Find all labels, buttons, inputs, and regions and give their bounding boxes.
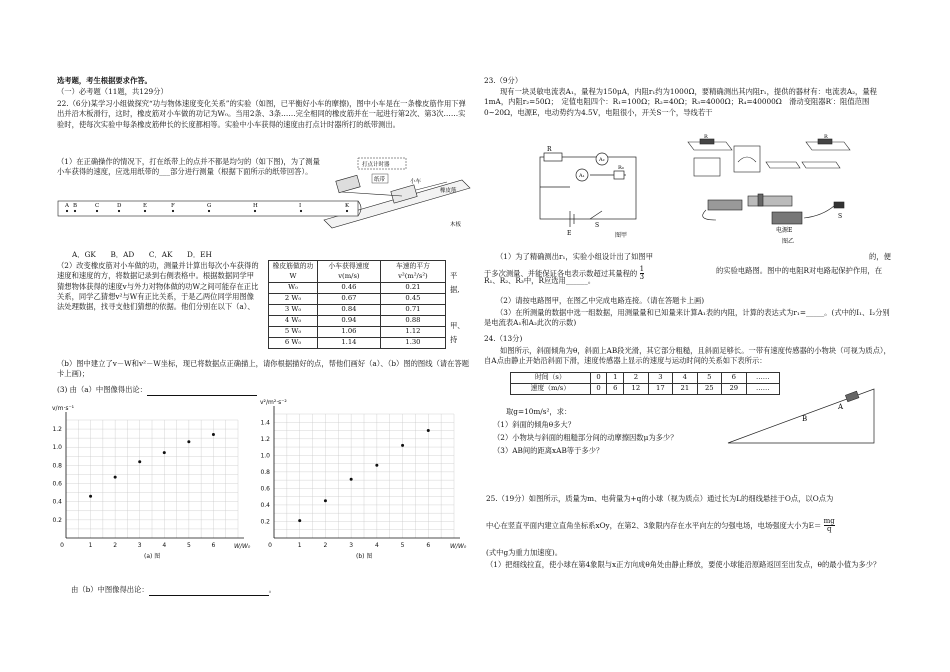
label-R-b1: R bbox=[704, 134, 708, 140]
data-point bbox=[324, 499, 327, 502]
q24-cell: 0 bbox=[590, 373, 607, 384]
x-tick-label: 5 bbox=[400, 542, 405, 549]
conclusion-a-label: (3) 由（a）中图像得出论： bbox=[57, 385, 147, 394]
q22-cutoff-3: 甲、 bbox=[450, 321, 465, 330]
q24-part2: （2）小物块与斜面的粗糙部分间的动摩擦因数μ为多少？ bbox=[493, 433, 678, 442]
y-tick-label: 0.8 bbox=[52, 462, 62, 470]
label-A2: A₂ bbox=[599, 157, 605, 163]
q24-cell: 6 bbox=[722, 373, 746, 384]
table-cell: 0.71 bbox=[380, 305, 445, 316]
table-cell: 1.14 bbox=[317, 338, 380, 349]
table-cell: 0.45 bbox=[380, 294, 445, 305]
label-R: R bbox=[547, 146, 552, 153]
q25-intro-b-text: 中心在竖直平面内建立直角坐标系xOy，在第2、3象限内存在水平向左的匀强电场，电场强度大小为E＝ bbox=[486, 520, 822, 530]
x-tick-label: 6 bbox=[426, 542, 431, 549]
data-point bbox=[298, 519, 301, 522]
data-point bbox=[138, 460, 141, 463]
x-tick-label: 1 bbox=[297, 542, 302, 549]
y-tick-label: 0.4 bbox=[260, 501, 270, 509]
x-tick-label: 2 bbox=[113, 542, 118, 549]
table-cell: W₀ bbox=[269, 283, 318, 294]
y-tick-label: 0.8 bbox=[260, 468, 270, 476]
q24-cell: 2 bbox=[624, 373, 648, 384]
label-R-b2: R bbox=[824, 134, 828, 140]
q23-part2: （2）请按电路图甲，在图乙中完成电路连接。（请在答题卡上画) bbox=[496, 296, 705, 305]
label-timer: 打点计时器 bbox=[362, 162, 390, 168]
incline-diagram bbox=[722, 385, 882, 447]
q25-intro-c: (式中g为重力加速度)。 bbox=[486, 548, 563, 557]
fraction-numerator: 1 bbox=[639, 265, 645, 273]
conclusion-b-blank[interactable] bbox=[149, 585, 269, 596]
q22-cutoff-1: 平 bbox=[450, 271, 458, 280]
q24-part1: （1）斜面的倾角θ多大？ bbox=[493, 420, 576, 429]
q24-cell: 时间（s） bbox=[511, 373, 591, 384]
q25-intro-a: 25.（19分）如图所示，质量为m、电荷量为+q的小球（视为质点）通过长为L的细线悬挂于O点，以O点为 bbox=[486, 494, 834, 503]
tape-point-label: I bbox=[299, 203, 302, 209]
q23-part1-b: 的，便 bbox=[869, 252, 891, 261]
tape-dot bbox=[74, 210, 76, 212]
data-point bbox=[350, 478, 353, 481]
q22-intro: 22.（6分)某学习小组做探究“功与物体速度变化关系”的实验（如图，已平衡好小车的摩擦)，图中小车是在一条橡皮筋作用下弹出并沿木板滑行，这时，橡皮筋对小车做的功记为W₀。当用2条、3条……完全相同的橡皮筋并在一起进行第2次、第3次……实验时，使每次实验中每条橡皮筋伸长的长度都相等。实验中小车获得的速度由打点计时器所打的纸带测出。 bbox=[57, 99, 466, 129]
label-E: E bbox=[567, 230, 572, 237]
tape-dot bbox=[254, 210, 256, 212]
q22-part1: （1）在正确操作的情况下，打在纸带上的点并不都是均匀的（如下图)，为了测量小车获得的速度，应选用纸带的___部分进行测量（根据下面所示的纸带回答）。 bbox=[57, 157, 320, 177]
label-tape: 纸带 bbox=[374, 177, 386, 183]
tape-dot bbox=[96, 210, 98, 212]
label-source: 电源E bbox=[776, 227, 793, 234]
label-B: B bbox=[802, 415, 808, 423]
y-tick-label: 1.2 bbox=[52, 426, 62, 434]
tape-dot bbox=[66, 210, 68, 212]
data-point bbox=[163, 451, 166, 454]
tape-point-label: K bbox=[345, 203, 350, 209]
fraction-denominator: 3 bbox=[639, 273, 645, 282]
section-subheading: （一）必考题（11题，共129分） bbox=[57, 87, 168, 96]
y-tick-label: 1.0 bbox=[52, 444, 62, 452]
q24-cell: 6 bbox=[607, 384, 624, 395]
tape-point-label: G bbox=[207, 203, 212, 209]
table-cell: 5 W₀ bbox=[269, 327, 318, 338]
label-S: S bbox=[595, 222, 600, 229]
caption-fig-b: 图乙 bbox=[782, 238, 795, 245]
q24-cell: 17 bbox=[648, 384, 672, 395]
table-header: 小车获得速度v(m/s) bbox=[317, 261, 380, 283]
y-tick-label: 0.6 bbox=[52, 480, 62, 488]
q22-cutoff-4: 持 bbox=[450, 335, 458, 344]
table-cell: 0.84 bbox=[317, 305, 380, 316]
table-header: 车速的平方v²(m²/s²) bbox=[380, 261, 445, 283]
formula-numerator: mg bbox=[823, 517, 835, 525]
label-cart: 小车 bbox=[410, 179, 422, 185]
table-cell: 1.06 bbox=[317, 327, 380, 338]
q24-cell: 25 bbox=[697, 384, 721, 395]
table-cell: 0.46 bbox=[317, 283, 380, 294]
y-tick-label: 1.2 bbox=[260, 435, 270, 443]
q24-cell: 速度（m/s） bbox=[511, 384, 591, 395]
conclusion-b-label: 由（b）中图像得出论： bbox=[71, 585, 149, 594]
chart-caption: (b) 图 bbox=[356, 553, 373, 560]
tape-point-label: A bbox=[65, 203, 69, 209]
table-cell: 0.88 bbox=[380, 316, 445, 327]
tape-point-label: E bbox=[143, 203, 148, 209]
y-tick-label: 0.6 bbox=[260, 485, 270, 493]
x-axis-label: W/W₀ bbox=[234, 543, 251, 550]
q24-cell: 21 bbox=[673, 384, 697, 395]
q23-part1-d: 的实验电路图。图中的电阻R对电路起保护作用，在R₁、R₂、R₃中，R应选用______。 bbox=[484, 266, 883, 286]
label-A1: A₁ bbox=[579, 173, 585, 179]
y-axis-label: v²/m²·s⁻² bbox=[260, 399, 287, 406]
q24-intro: 如图所示，斜面倾角为θ，斜面上AB段光滑，其它部分粗糙，且斜面足够长。一带有速度传感器的小物块（可视为质点），自A点由静止开始沿斜面下滑，速度传感器上显示的速度与运动时间的关系如下表所示： bbox=[484, 346, 891, 366]
origin-label: 0 bbox=[60, 542, 64, 549]
end-period: 。 bbox=[268, 585, 276, 594]
field-formula bbox=[824, 518, 835, 534]
q22-part3-b bbox=[71, 585, 276, 596]
q24-cell: 4 bbox=[673, 373, 697, 384]
q22-part2: （2）改变橡皮筋对小车做的功，测量并计算出每次小车获得的速度和速度的方，将数据记录到右侧表格中。根据数据同学甲猜想物体获得的速度v与外力对物体做的功W之间可能存在正比关系，同学乙猜想v²与W有正比关系，于是乙两位同学用图像法处理数据，找寻支他们猜想的依据。他们分别在以下（a）、 bbox=[57, 261, 259, 312]
q24-part3: （3）AB间的距离xAB等于多少？ bbox=[493, 446, 604, 455]
table-cell: 1.30 bbox=[380, 338, 445, 349]
tape-dot bbox=[144, 210, 146, 212]
q23-part1-c-text: 于多次测量、并能保证各电表示数超过其量程的 bbox=[484, 268, 638, 278]
data-point bbox=[401, 444, 404, 447]
table-cell: 2 W₀ bbox=[269, 294, 318, 305]
q24-cell: 29 bbox=[722, 384, 746, 395]
circuit-diagram-a bbox=[530, 147, 650, 239]
label-A: A bbox=[838, 403, 844, 411]
data-point bbox=[427, 429, 430, 432]
y-tick-label: 1.4 bbox=[260, 419, 270, 427]
q24-cell: …… bbox=[746, 384, 779, 395]
q24-cell: 3 bbox=[648, 373, 672, 384]
label-S-b: S bbox=[838, 213, 843, 220]
label-board: 木板 bbox=[450, 222, 462, 228]
data-point bbox=[114, 476, 117, 479]
tape-point-label: F bbox=[171, 203, 175, 209]
data-point bbox=[187, 440, 190, 443]
y-tick-label: 0.2 bbox=[52, 516, 62, 524]
q23-intro: 现有一块灵敏电流表A₁，量程为150μA，内阻r₁约为1000Ω，要精确测出其内阻r₁，提供的器材有：电流表A₂，量程1mA，内阻r₂=50Ω； 定值电阻四个：R₁=100Ω；R₂=40Ω；R₃=4000Ω；R₄=40000Ω 滑动变阻器R′：阻值范围0~20Ω，电源E，电动势约为4.5V，电阻很小，开关S一个，导线若干 bbox=[484, 87, 877, 117]
tape-dot bbox=[346, 210, 348, 212]
table-cell: 0.67 bbox=[317, 294, 380, 305]
apparatus-diagram-b bbox=[686, 128, 866, 246]
q25-part1: （1）把细线拉直，使小球在第4象限与x正方向成θ角处由静止释放，要使小球能沿原路返回至出发点，θ的最小值为多少？ bbox=[486, 560, 881, 569]
q24-cell: 1 bbox=[607, 373, 624, 384]
q25-intro-b bbox=[486, 518, 835, 534]
data-point bbox=[89, 495, 92, 498]
chart-caption: (a) 图 bbox=[144, 553, 161, 560]
table-cell: 1.12 bbox=[380, 327, 445, 338]
label-R0: R₀ bbox=[618, 165, 624, 171]
x-tick-label: 3 bbox=[137, 542, 142, 549]
x-tick-label: 1 bbox=[88, 542, 93, 549]
q24-cell: 5 bbox=[697, 373, 721, 384]
q22-cutoff-2: 据, bbox=[450, 285, 460, 294]
tape-dot bbox=[208, 210, 210, 212]
tape-point-label: D bbox=[117, 203, 122, 209]
q23-part1-a: （1）为了精确测出r₁，实验小组设计出了如图甲 bbox=[496, 252, 653, 261]
x-tick-label: 2 bbox=[323, 542, 328, 549]
q24-given: 取g=10m/s²，求： bbox=[506, 407, 572, 416]
origin-label: 0 bbox=[268, 542, 272, 549]
q22-data-table bbox=[268, 260, 446, 349]
x-tick-label: 4 bbox=[374, 542, 379, 549]
table-cell: 3 W₀ bbox=[269, 305, 318, 316]
table-header: 橡皮筋做的功W bbox=[269, 261, 318, 283]
tape-point-label: H bbox=[253, 203, 258, 209]
label-band: 橡皮筋 bbox=[440, 188, 457, 194]
x-axis-label: W/W₀ bbox=[450, 543, 467, 550]
tape-dot bbox=[300, 210, 302, 212]
x-tick-label: 3 bbox=[349, 542, 354, 549]
q22-options: A．GK B．AD C．AK D．EH bbox=[72, 250, 212, 259]
q23-part3: （3）在所测量的数据中选一组数据，用测量量和已知量来计算A₁表的内阻，计算的表达式为r₁=_____。(式中的I₁、I₂分别是电流表A₁和A₂此次的示数) bbox=[484, 308, 890, 328]
y-tick-label: 1.0 bbox=[260, 452, 270, 460]
chart-b bbox=[256, 398, 466, 563]
paper-tape bbox=[57, 197, 367, 221]
x-tick-label: 5 bbox=[186, 542, 191, 549]
y-tick-label: 0.2 bbox=[260, 518, 270, 526]
q23-heading: 23.（9分） bbox=[484, 76, 523, 85]
q24-cell: …… bbox=[746, 373, 779, 384]
y-axis-label: v/m·s⁻¹ bbox=[52, 405, 75, 412]
data-point bbox=[375, 464, 378, 467]
caption-fig-a: 图甲 bbox=[615, 232, 628, 239]
formula-denominator: q bbox=[826, 525, 832, 534]
tape-point-label: C bbox=[95, 203, 100, 209]
tape-dot bbox=[172, 210, 174, 212]
q24-cell: 0 bbox=[590, 384, 607, 395]
tape-dot bbox=[118, 210, 120, 212]
tape-point-label: B bbox=[73, 203, 78, 209]
table-cell: 6 W₀ bbox=[269, 338, 318, 349]
q22-part3-a bbox=[57, 385, 257, 396]
x-tick-label: 4 bbox=[162, 542, 167, 549]
q24-heading: 24.（13分) bbox=[484, 334, 523, 343]
q22-part2b: （b）图中建立了v－W和v²－W坐标，现已将数据点正确描上，请你根据描好的点，帮他们画好（a）、（b）图的图线（请在答题卡上画)； bbox=[57, 359, 469, 379]
conclusion-a-blank[interactable] bbox=[147, 385, 257, 396]
section-heading: 选考题，考生根据要求作答。 bbox=[57, 76, 152, 85]
x-tick-label: 6 bbox=[211, 542, 216, 549]
chart-a bbox=[48, 402, 251, 562]
table-cell: 4 W₀ bbox=[269, 316, 318, 327]
y-tick-label: 0.4 bbox=[52, 498, 62, 506]
data-point bbox=[212, 433, 215, 436]
q24-cell: 12 bbox=[624, 384, 648, 395]
table-cell: 0.94 bbox=[317, 316, 380, 327]
table-cell: 0.21 bbox=[380, 283, 445, 294]
